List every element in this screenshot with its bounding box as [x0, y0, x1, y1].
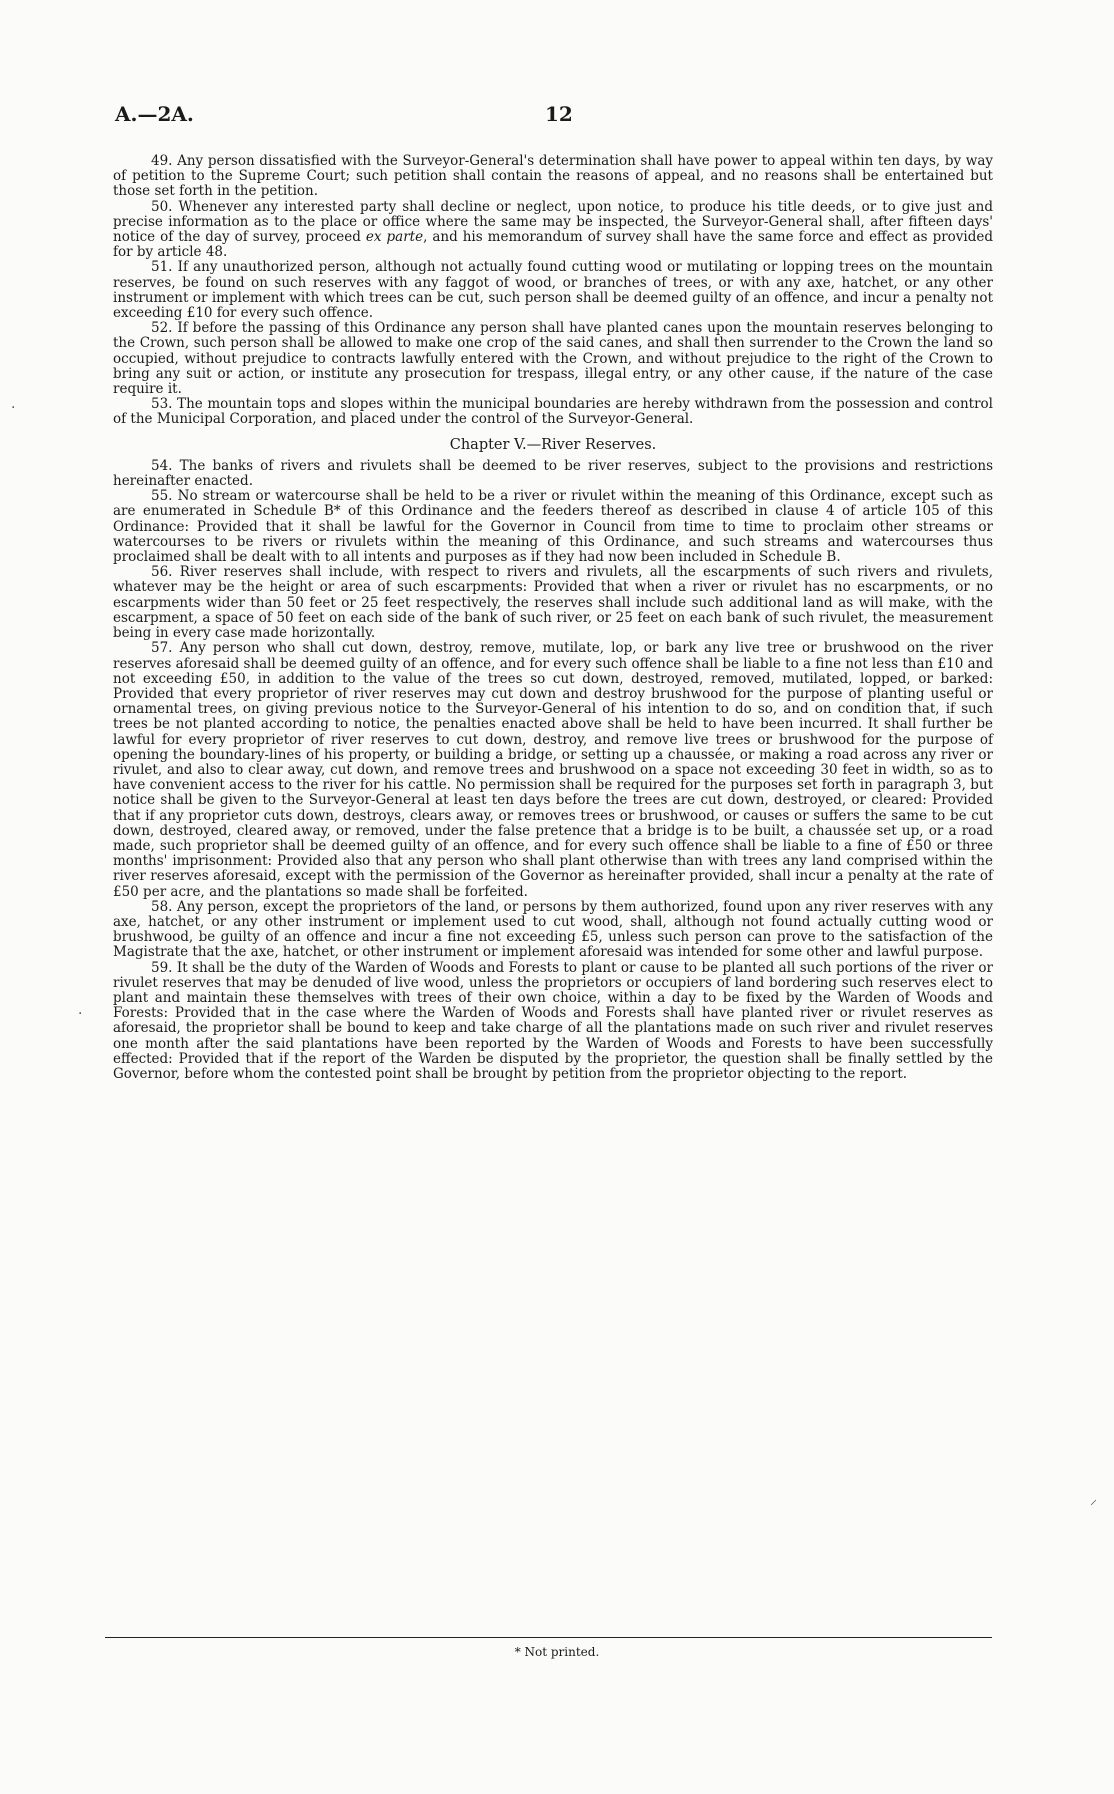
document-reference: A.—2A.	[115, 102, 194, 126]
paragraph-52: 52. If before the passing of this Ordinance any person shall have planted canes upon the mountain reserves belonging to the Crown, such person shall be allowed to make one crop of the said canes, and shall then surrender to the Crown the land so occupied, without prejudice to contracts lawfully entered with the Crown, and without prejudice to the right of the Crown to bring any suit or action, or institute any prosecution for trespass, illegal entry, or any other cause, if the nature of the case require it.	[113, 320, 993, 398]
paragraph-51: 51. If any unauthorized person, although not actually found cutting wood or mutilating or lopping trees on the mountain reserves, be found on such reserves with any faggot of wood, or branches of trees, or with any axe, hatchet, or any other instrument or implement with which trees can be cut, such person shall be deemed guilty of an offence, and incur a penalty not exceeding £10 for every such offence.	[113, 259, 993, 322]
page-header	[115, 102, 992, 130]
footnote-rule	[105, 1637, 992, 1638]
paragraph-56: 56. River reserves shall include, with respect to rivers and rivulets, all the escarpments of such rivers and rivulets, whatever may be the height or area of such escarpments: Provided that when a river or rivulet has no escarpments, or no escarpments wider than 50 feet or 25 feet respectively, the reserves shall include such additional land as will make, with the escarpment, a space of 50 feet on each side of the bank of such river, or 25 feet on each bank of such rivulet, the measurement being in every case made horizontally.	[113, 564, 993, 642]
paragraph-55: 55. No stream or watercourse shall be held to be a river or rivulet within the meaning of this Ordinance, except such as are enumerated in Schedule B* of this Ordinance and the feeders thereof as described in clause 4 of article 105 of this Ordinance: Provided that it shall be lawful for the Governor in Council from time to time to proclaim other streams or watercourses to be rivers or rivulets within the meaning of this Ordinance, and such streams and watercourses thus proclaimed shall be dealt with to all intents and purposes as if they had now been included in Schedule B.	[113, 488, 993, 566]
paragraph-49: 49. Any person dissatisfied with the Surveyor-General's determination shall have power to appeal within ten days, by way of petition to the Supreme Court; such petition shall contain the reasons of appeal, and no reasons shall be entertained but those set forth in the petition.	[113, 153, 993, 200]
paragraph-59: 59. It shall be the duty of the Warden of Woods and Forests to plant or cause to be planted all such portions of the river or rivulet reserves that may be denuded of live wood, unless the proprietors or occupiers of land bordering such reserves elect to plant and maintain these themselves with trees of their own choice, within a day to be fixed by the Warden of Woods and Forests: Provided that in the case where the Warden of Woods and Forests shall have planted river or rivulet reserves as aforesaid, the proprietor shall be bound to keep and take charge of all the plantations made on such river and rivulet reserves one month after the said plantations have been reported by the Warden of Woods and Forests to have been successfully effected: Provided that if the report of the Warden be disputed by the proprietor, the question shall be finally settled by the Governor, before whom the contested point shall be brought by petition from the proprietor objecting to the report.	[113, 959, 993, 1082]
paragraph-58: 58. Any person, except the proprietors of the land, or persons by them authorized, found upon any river reserves with any axe, hatchet, or any other instrument or implement used to cut wood, shall, although not found actually cutting wood or brushwood, be guilty of an offence and incur a fine not exceeding £5, unless such person can prove to the satisfaction of the Magistrate that the axe, hatchet, or other instrument or implement aforesaid was intended for some other and lawful purpose.	[113, 898, 993, 961]
margin-mark: ·	[11, 400, 16, 416]
chapter-heading: Chapter V.—River Reserves.	[449, 436, 657, 453]
paragraph-50: 50. Whenever any interested party shall decline or neglect, upon notice, to produce his title deeds, or to give just and precise information as to the place or office where the same may be inspected, the Surveyor-General shall, after fifteen days' notice of the day of survey, proceed ex parte, and his memorandum of survey shall have the same force and effect as provided for by article 48.	[113, 198, 994, 261]
paragraph-57: 57. Any person who shall cut down, destroy, remove, mutilate, lop, or bark any live tree or brushwood on the river reserves aforesaid shall be deemed guilty of an offence, and for every such offence shall be liable to a fine not less than £10 and not exceeding £50, in addition to the value of the trees so cut down, destroyed, removed, mutilated, lopped, or barked: Provided that every proprietor of river reserves may cut down and destroy brushwood for the purpose of planting useful or ornamental trees, on giving previous notice to the Surveyor-General of his intention to do so, and on condition that, if such trees be not planted according to notice, the penalties enacted above shall be held to have been incurred. It shall further be lawful for every proprietor of river reserves to cut down, destroy, and remove live trees or brushwood for the purpose of opening the boundary-lines of his property, or building a bridge, or setting up a chaussée, or making a road across any river or rivulet, and also to clear away, cut down, and remove trees and brushwood on a space not exceeding 30 feet in width, so as to have convenient access to the river for his cattle. No permission shall be required for the purposes set forth in paragraph 3, but notice shall be given to the Surveyor-General at least ten days before the trees are cut down, destroyed, or cleared: Provided that if any proprietor cuts down, destroys, clears away, or removes trees or brushwood, or causes or suffers the same to be cut down, destroyed, cleared away, or removed, under the false pretence that a bridge is to be built, a chaussée set up, or a road made, such proprietor shall be deemed guilty of an offence, and for every such offence shall be liable to a fine of £50 or three months' imprisonment: Provided also that any person who shall plant otherwise than with trees any land comprised within the river reserves aforesaid, except with the permission of the Governor as hereinafter provided, shall incur a penalty at the rate of £50 per acre, and the plantations so made shall be forfeited.	[113, 640, 993, 900]
page-number: 12	[545, 102, 573, 126]
margin-mark: ·	[78, 1006, 83, 1022]
paragraph-53: 53. The mountain tops and slopes within the municipal boundaries are hereby withdrawn from the possession and control of the Municipal Corporation, and placed under the control of the Surveyor-General.	[113, 396, 993, 428]
footnote: * Not printed.	[514, 1645, 600, 1659]
margin-mark: ⸝	[1090, 1492, 1097, 1508]
body-text	[113, 154, 993, 1082]
paragraph-54: 54. The banks of rivers and rivulets shall be deemed to be river reserves, subject to the provisions and restrictions hereinafter enacted.	[113, 457, 993, 490]
